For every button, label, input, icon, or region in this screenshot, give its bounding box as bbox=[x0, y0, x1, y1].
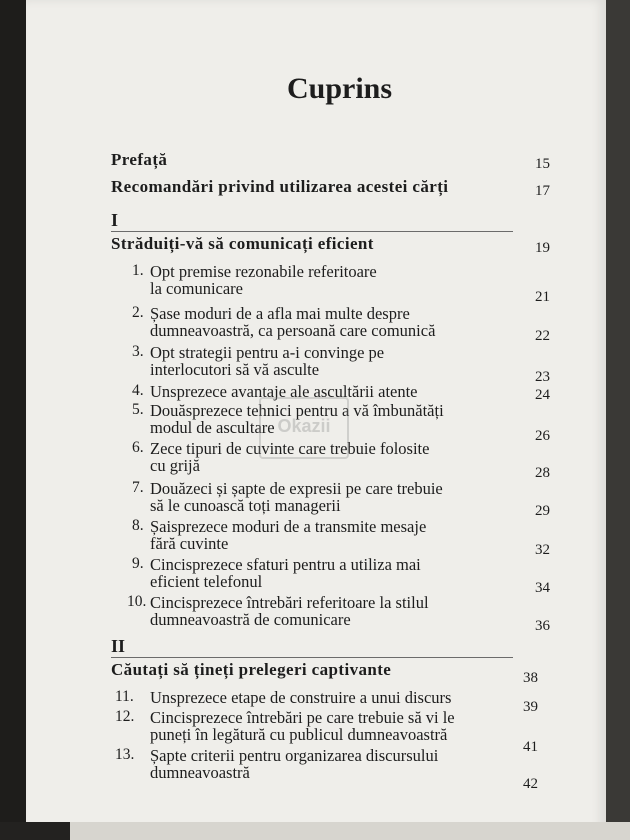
toc-item-page: 34 bbox=[535, 580, 550, 596]
toc-item-line1: Cincisprezece întrebări referitoare la stilul bbox=[150, 593, 429, 612]
toc-item-line1: Unsprezece etape de construire a unui discurs bbox=[150, 688, 452, 707]
toc-item-line1: Șase moduri de a afla mai multe despre bbox=[150, 304, 410, 323]
toc-item-page: 21 bbox=[535, 289, 550, 305]
toc-page-recomandari: 17 bbox=[535, 183, 550, 199]
toc-item-line2: interlocutori să vă asculte bbox=[150, 360, 320, 379]
toc-item-page: 36 bbox=[535, 618, 550, 634]
book-page bbox=[26, 0, 606, 840]
toc-item-line1: Unsprezece avantaje ale ascultării atente bbox=[150, 382, 418, 401]
part-page-2: 38 bbox=[523, 670, 538, 686]
toc-item-line2: modul de ascultare bbox=[150, 418, 275, 437]
toc-item-line2: să le cunoască toți managerii bbox=[150, 496, 341, 515]
toc-item-number: 8. bbox=[132, 517, 144, 534]
toc-item-line1: Șaisprezece moduri de a transmite mesaje bbox=[150, 517, 427, 536]
toc-item-line1: Șapte criterii pentru organizarea discursului bbox=[150, 746, 439, 765]
toc-item-page: 24 bbox=[535, 387, 550, 403]
toc-item-number: 6. bbox=[132, 439, 144, 456]
toc-item-number: 11. bbox=[115, 688, 134, 705]
part-rule-2 bbox=[111, 657, 513, 658]
toc-entry-prefata: Prefață bbox=[111, 150, 168, 169]
toc-item-line1: Zece tipuri de cuvinte care trebuie folosite bbox=[150, 439, 430, 458]
toc-entry-recomandari: Recomandări privind utilizarea acestei cărți bbox=[111, 177, 449, 196]
toc-item-page: 26 bbox=[535, 428, 550, 444]
toc-item-line2: dumneavoastră bbox=[150, 763, 250, 782]
toc-item-number: 9. bbox=[132, 555, 144, 572]
page-bottom-edge bbox=[0, 822, 630, 840]
part-rule-1 bbox=[111, 231, 513, 232]
toc-item-line1: Douăzeci și șapte de expresii pe care trebuie bbox=[150, 479, 443, 498]
toc-page-prefata: 15 bbox=[535, 156, 550, 172]
toc-item-line1: Douăsprezece tehnici pentru a vă îmbunătăți bbox=[150, 401, 444, 420]
toc-item-line1: Opt strategii pentru a-i convinge pe bbox=[150, 343, 385, 362]
part-numeral-1: I bbox=[111, 210, 119, 230]
page-corner-shadow bbox=[0, 822, 70, 840]
toc-item-line1: Cincisprezece întrebări pe care trebuie să vi le bbox=[150, 708, 455, 727]
toc-item-line1: Cincisprezece sfaturi pentru a utiliza mai bbox=[150, 555, 421, 574]
toc-item-line2: cu grijă bbox=[150, 456, 200, 475]
page-title: Cuprins bbox=[287, 72, 393, 105]
part-title-2: Căutați să țineți prelegeri captivante bbox=[111, 660, 392, 679]
toc-item-page: 41 bbox=[523, 739, 538, 755]
toc-item-line2: dumneavoastră de comunicare bbox=[150, 610, 351, 629]
toc-item-line2: eficient telefonul bbox=[150, 572, 263, 591]
toc-item-line1: Opt premise rezonabile referitoare bbox=[150, 262, 377, 281]
toc-item-number: 4. bbox=[132, 382, 144, 399]
toc-item-line2: puneți în legătură cu publicul dumneavoastră bbox=[150, 725, 448, 744]
toc-item-number: 7. bbox=[132, 479, 144, 496]
part-numeral-2: II bbox=[111, 636, 126, 656]
toc-item-number: 10. bbox=[127, 593, 147, 610]
toc-item-page: 28 bbox=[535, 465, 550, 481]
toc-item-number: 5. bbox=[132, 401, 144, 418]
toc-item-page: 42 bbox=[523, 776, 538, 792]
page-edge-shadow bbox=[606, 0, 630, 840]
toc-item-line2: la comunicare bbox=[150, 279, 243, 298]
toc-item-line2: fără cuvinte bbox=[150, 534, 229, 553]
toc-item-page: 23 bbox=[535, 369, 550, 385]
watermark-stamp: Okazii bbox=[259, 397, 349, 459]
toc-item-page: 22 bbox=[535, 328, 550, 344]
part-page-1: 19 bbox=[535, 240, 550, 256]
toc-item-line2: dumneavoastră, ca persoană care comunică bbox=[150, 321, 436, 340]
toc-item-number: 1. bbox=[132, 262, 144, 279]
toc-item-number: 13. bbox=[115, 746, 135, 763]
toc-item-page: 29 bbox=[535, 503, 550, 519]
toc-item-number: 12. bbox=[115, 708, 135, 725]
toc-item-number: 2. bbox=[132, 304, 144, 321]
toc-item-number: 3. bbox=[132, 343, 144, 360]
book-spine-shadow bbox=[0, 0, 26, 840]
toc-item-page: 32 bbox=[535, 542, 550, 558]
toc-item-page: 39 bbox=[523, 699, 538, 715]
part-title-1: Străduiți-vă să comunicați eficient bbox=[111, 234, 374, 253]
